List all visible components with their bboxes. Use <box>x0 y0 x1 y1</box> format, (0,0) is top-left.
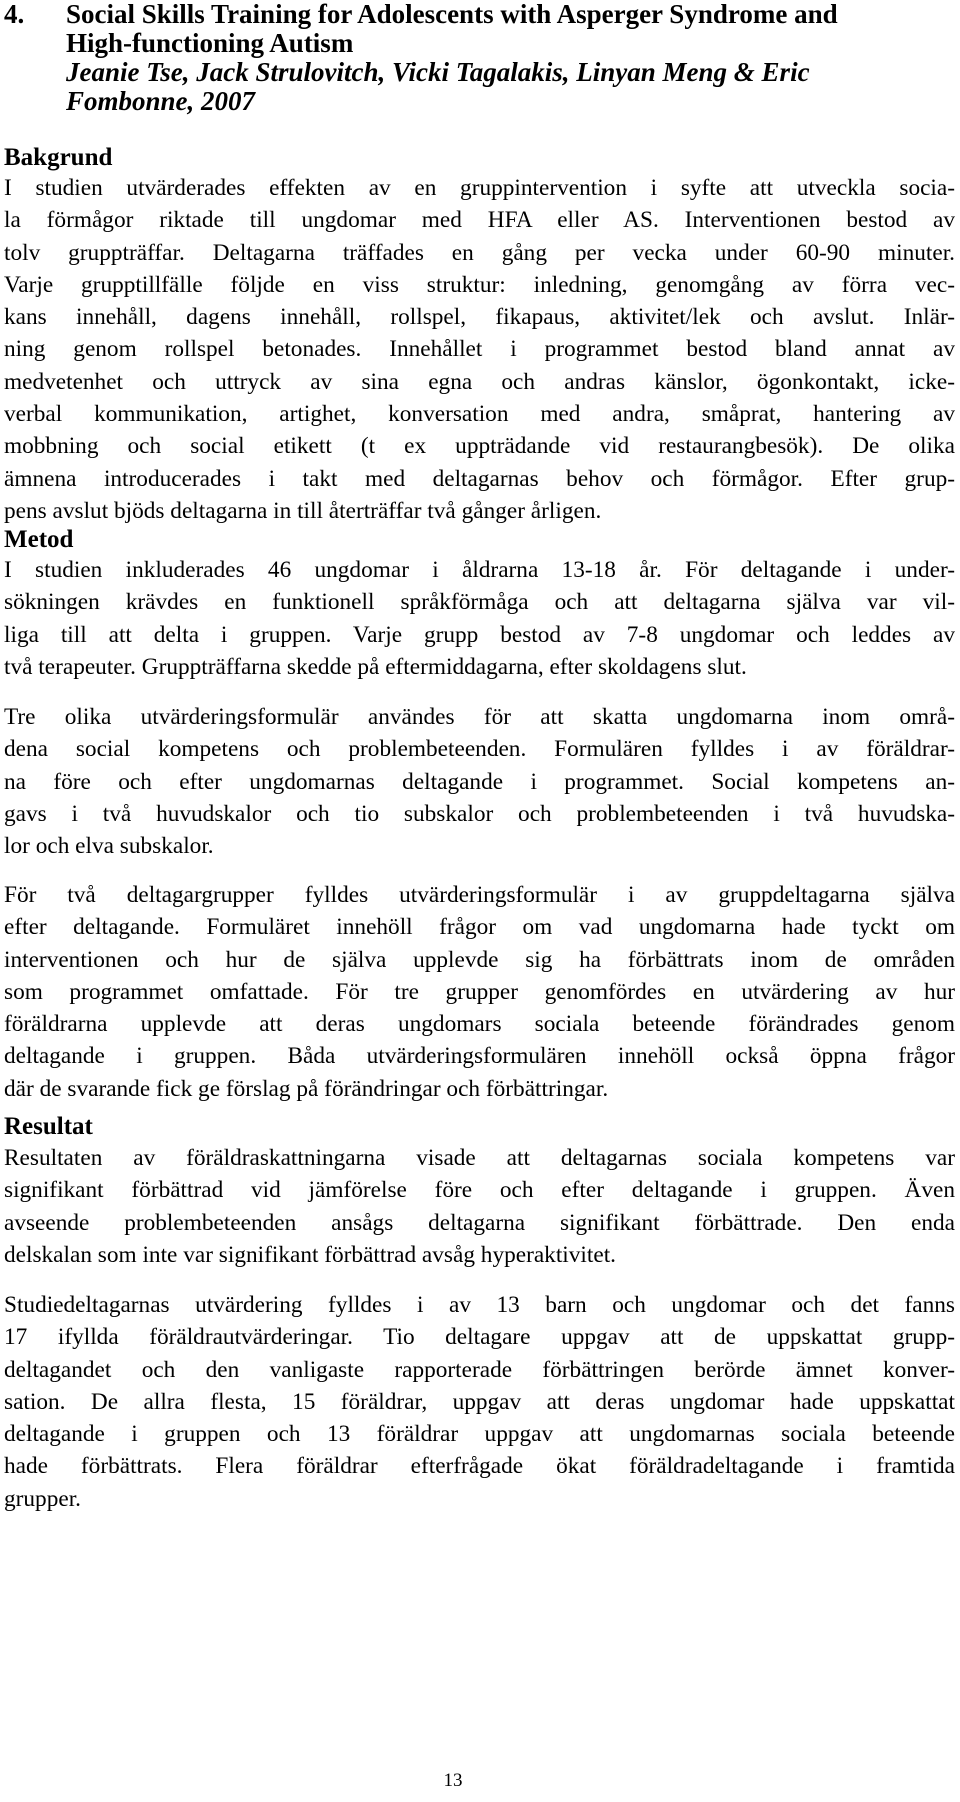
chapter-title-line: Social Skills Training for Adolescents with Asperger Syndrome and <box>66 0 838 29</box>
text-line: tolv gruppträffar. Deltagarna träffades en gång per vecka under 60-90 minuter. <box>4 239 955 266</box>
paragraph-metod-1 <box>4 554 955 683</box>
text-line: avseende problembeteenden ansågs deltagarna signifikant förbättrade. Den enda <box>4 1209 955 1236</box>
text-line: ning genom rollspel betonades. Innehållet i programmet bestod bland annat av <box>4 336 955 363</box>
text-line: Studiedeltagarnas utvärdering fylldes i av 13 barn och ungdomar och det fanns <box>4 1292 955 1318</box>
authors-line: Jeanie Tse, Jack Strulovitch, Vicki Tagalakis, Linyan Meng & Eric <box>66 57 810 87</box>
text-line: na före och efter ungdomarnas deltagande i programmet. Social kompetens an- <box>4 768 955 795</box>
text-line: deltagandet och den vanligaste rapporterade förbättringen berörde ämnet konver- <box>4 1356 955 1383</box>
text-line: signifikant förbättrad vid jämförelse före och efter deltagande i gruppen. Även <box>4 1177 955 1204</box>
text-line: två terapeuter. Gruppträffarna skedde på eftermiddagarna, efter skoldagens slut. <box>4 653 747 680</box>
text-line: föräldrarna upplevde att deras ungdomars sociala beteende förändrades genom <box>4 1011 955 1038</box>
text-line: interventionen och hur de själva upplevde sig ha förbättrats inom de områden <box>4 946 955 973</box>
text-line: 17 ifyllda föräldrautvärderingar. Tio deltagare uppgav att de uppskattat grupp- <box>4 1324 955 1351</box>
text-line: som programmet omfattade. För tre grupper genomfördes en utvärdering av hur <box>4 978 955 1005</box>
paragraph-resultat-1 <box>4 1142 955 1271</box>
section-heading-bakgrund: Bakgrund <box>4 144 113 171</box>
paragraph-metod-3 <box>4 879 955 1105</box>
section-heading-metod: Metod <box>4 526 74 553</box>
section-heading-resultat: Resultat <box>4 1113 93 1140</box>
text-line: liga till att delta i gruppen. Varje grupp bestod av 7-8 ungdomar och leddes av <box>4 621 955 648</box>
authors <box>66 58 946 116</box>
text-line: verbal kommunikation, artighet, konversation med andra, småprat, hantering av <box>4 401 955 428</box>
chapter-number: 4. <box>4 0 25 29</box>
chapter-title-line: High-functioning Autism <box>66 28 354 58</box>
paragraph-bakgrund <box>4 172 955 527</box>
text-line: sökningen krävdes en funktionell språkförmåga och att deltagarna själva var vil- <box>4 589 955 616</box>
text-line: delskalan som inte var signifikant förbättrad avsåg hyperaktivitet. <box>4 1241 617 1268</box>
paragraph-metod-2 <box>4 701 955 862</box>
paragraph-resultat-2 <box>4 1289 955 1515</box>
text-line: efter deltagande. Formuläret innehöll frågor om vad ungdomarna hade tyckt om <box>4 914 955 941</box>
chapter-title <box>66 0 946 58</box>
text-line: la förmågor riktade till ungdomar med HFA eller AS. Interventionen bestod av <box>4 207 955 234</box>
text-line: kans innehåll, dagens innehåll, rollspel, fikapaus, aktivitet/lek och avslut. Inlär- <box>4 304 955 331</box>
text-line: hade förbättrats. Flera föräldrar efterfrågade ökat föräldradeltagande i framtida <box>4 1453 955 1480</box>
text-line: lor och elva subskalor. <box>4 833 214 860</box>
text-line: I studien inkluderades 46 ungdomar i åldrarna 13-18 år. För deltagande i under- <box>4 557 955 583</box>
text-line: där de svarande fick ge förslag på förändringar och förbättringar. <box>4 1075 609 1102</box>
text-line: Tre olika utvärderingsformulär användes för att skatta ungdomarna inom områ- <box>4 704 955 730</box>
text-line: deltagande i gruppen och 13 föräldrar uppgav att ungdomarnas sociala beteende <box>4 1421 955 1448</box>
authors-line: Fombonne, 2007 <box>66 86 256 116</box>
text-line: grupper. <box>4 1485 81 1512</box>
text-line: gavs i två huvudskalor och tio subskalor och problembeteenden i två huvudska- <box>4 800 955 827</box>
text-line: I studien utvärderades effekten av en gruppintervention i syfte att utveckla socia- <box>4 175 955 201</box>
text-line: dena social kompetens och problembeteenden. Formulären fylldes i av föräldrar- <box>4 736 955 763</box>
text-line: sation. De allra flesta, 15 föräldrar, uppgav att deras ungdomar hade uppskattat <box>4 1388 955 1415</box>
text-line: deltagande i gruppen. Båda utvärderingsformulären innehöll också öppna frågor <box>4 1043 955 1070</box>
text-line: ämnena introducerades i takt med deltagarnas behov och förmågor. Efter grup- <box>4 465 955 492</box>
text-line: mobbning och social etikett (t ex uppträdande vid restaurangbesök). De olika <box>4 433 955 460</box>
text-line: Resultaten av föräldraskattningarna visade att deltagarnas sociala kompetens var <box>4 1145 955 1171</box>
page-number: 13 <box>443 1770 463 1791</box>
text-line: pens avslut bjöds deltagarna in till återträffar två gånger årligen. <box>4 497 602 524</box>
text-line: medvetenhet och uttryck av sina egna och andras känslor, ögonkontakt, icke- <box>4 368 955 395</box>
text-line: Varje grupptillfälle följde en viss struktur: inledning, genomgång av förra vec- <box>4 271 955 298</box>
text-line: För två deltagargrupper fylldes utvärderingsformulär i av gruppdeltagarna själva <box>4 882 955 908</box>
